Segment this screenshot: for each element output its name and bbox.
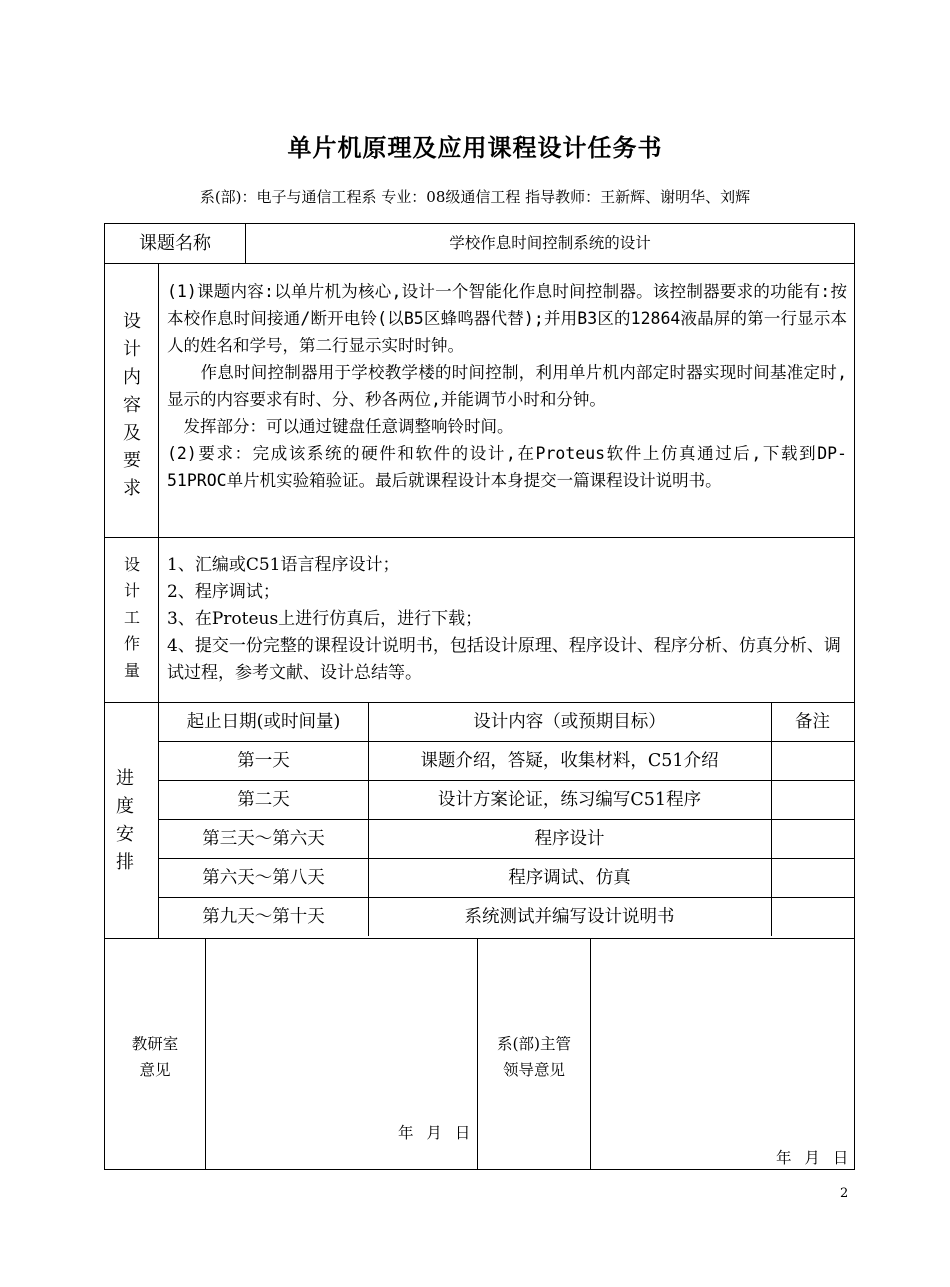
schedule-content: 设计方案论证，练习编写C51程序 — [368, 781, 772, 819]
schedule-notes — [771, 781, 854, 819]
schedule-label: 进 度 安 排 — [116, 768, 134, 873]
schedule-header-content: 设计内容（或预期目标） — [368, 703, 772, 741]
schedule-notes — [771, 859, 854, 897]
requirements-row — [105, 264, 854, 538]
table-row — [159, 820, 854, 859]
schedule-content: 程序设计 — [368, 820, 772, 858]
schedule-notes — [771, 898, 854, 936]
workload-row — [105, 538, 854, 703]
dept-opinion-label: 系(部)主管 领导意见 — [496, 1035, 572, 1079]
table-row — [159, 859, 854, 898]
schedule-date: 第二天 — [159, 781, 369, 819]
schedule-row — [105, 703, 854, 939]
requirements-label: 设 计 内 容 及 要 求 — [123, 311, 141, 500]
schedule-header-row — [159, 703, 854, 742]
workload-content — [167, 552, 851, 687]
document-title: 单片机原理及应用课程设计任务书 — [287, 133, 663, 162]
workload-item: 4、提交一份完整的课程设计说明书，包括设计原理、程序设计、程序分析、仿真分析、调试过程，参考文献、设计总结等。 — [167, 636, 841, 683]
schedule-notes — [771, 742, 854, 780]
office-date: 年 月 日 — [398, 1124, 475, 1142]
schedule-content: 课题介绍，答疑，收集材料，C51介绍 — [368, 742, 772, 780]
topic-label: 课题名称 — [139, 233, 211, 254]
approval-row — [105, 939, 854, 1169]
requirements-paragraph: (1)课题内容:以单片机为核心,设计一个智能化作息时间控制器。该控制器要求的功能有:按本校作息时间接通/断开电铃(以B5区蜂鸣器代替);并用B3区的12864液晶屏的第一行显示本人的姓名和学号，第二行显示实时时钟。 — [167, 282, 847, 355]
table-row — [159, 781, 854, 820]
task-table — [104, 223, 855, 1170]
schedule-content: 程序调试、仿真 — [368, 859, 772, 897]
schedule-table — [159, 703, 854, 938]
table-row — [159, 742, 854, 781]
workload-item: 2、程序调试； — [167, 582, 280, 602]
workload-item: 3、在Proteus上进行仿真后，进行下载； — [167, 609, 483, 629]
workload-label: 设 计 工 作 量 — [123, 555, 140, 680]
topic-value: 学校作息时间控制系统的设计 — [449, 234, 651, 252]
schedule-content: 系统测试并编写设计说明书 — [368, 898, 772, 936]
requirements-content — [167, 278, 847, 494]
workload-item: 1、汇编或C51语言程序设计； — [167, 555, 400, 575]
schedule-date: 第九天～第十天 — [159, 898, 369, 936]
requirements-paragraph: 作息时间控制器用于学校教学楼的时间控制，利用单片机内部定时器实现时间基准定时,显示的内容要求有时、分、秒各两位,并能调节小时和分钟。 — [167, 363, 847, 409]
schedule-date: 第六天～第八天 — [159, 859, 369, 897]
requirements-paragraph: 发挥部分：可以通过键盘任意调整响铃时间。 — [167, 417, 514, 436]
schedule-notes — [771, 820, 854, 858]
office-opinion-label: 教研室 意见 — [131, 1035, 179, 1079]
schedule-header-date: 起止日期(或时间量) — [159, 703, 369, 741]
topic-row — [105, 224, 854, 264]
dept-date: 年 月 日 — [776, 1149, 853, 1167]
requirements-paragraph: (2)要求：完成该系统的硬件和软件的设计,在Proteus软件上仿真通过后,下载到DP-51PROC单片机实验箱验证。最后就课程设计本身提交一篇课程设计说明书。 — [167, 444, 847, 490]
schedule-header-notes: 备注 — [795, 712, 830, 732]
table-row — [159, 898, 854, 937]
page-number: 2 — [840, 1186, 849, 1201]
schedule-date: 第一天 — [159, 742, 369, 780]
document-subtitle: 系(部)：电子与通信工程系 专业：08级通信工程 指导教师：王新辉、谢明华、刘辉 — [199, 188, 751, 206]
schedule-date: 第三天～第六天 — [159, 820, 369, 858]
